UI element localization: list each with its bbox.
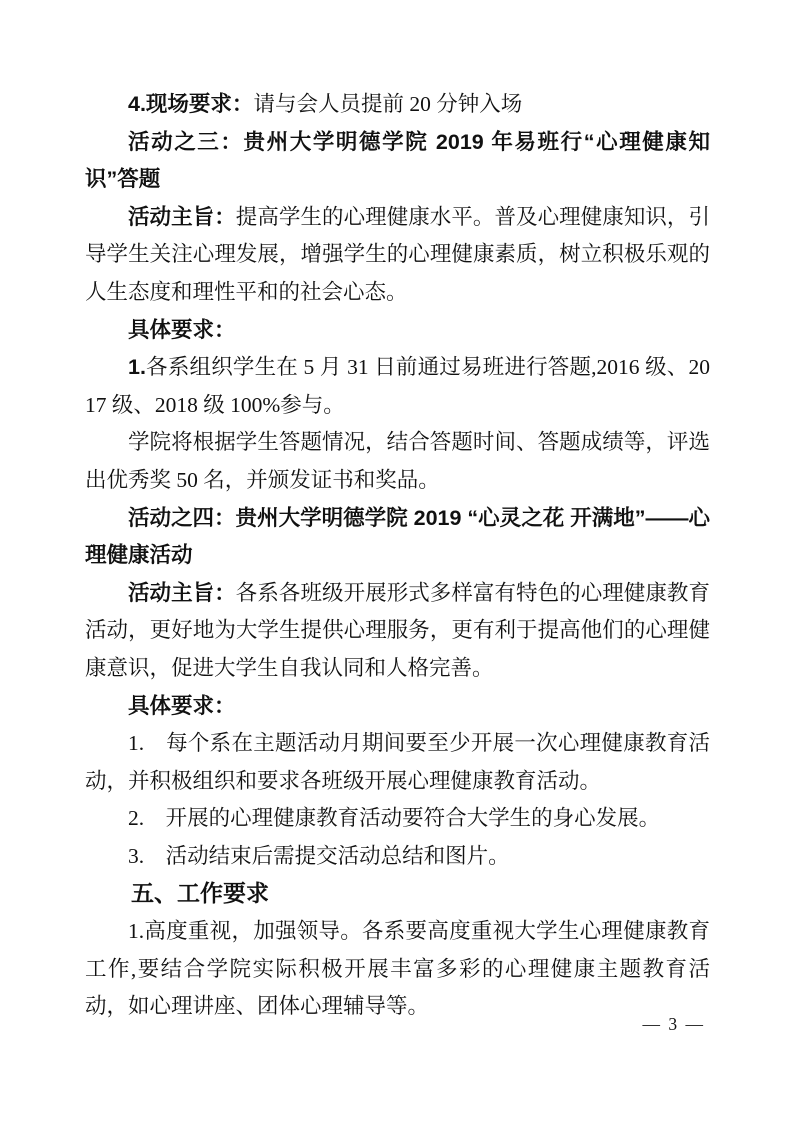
paragraph-specific-requirements-1 <box>85 312 710 350</box>
paragraph-text: 1.高度重视，加强领导。各系要高度重视大学生心理健康教育工作,要结合学院实际积极开展丰富多彩的心理健康主题教育活动，如心理讲座、团体心理辅导等。 <box>85 919 710 1019</box>
paragraph-label: 具体要求： <box>128 317 236 342</box>
paragraph-label: 活动主旨： <box>128 580 236 605</box>
paragraph-text: 提高学生的心理健康水平。普及心理健康知识，引导学生关注心理发展，增强学生的心理健康素质，树立积极乐观的人生态度和理性平和的社会心态。 <box>85 204 710 304</box>
paragraph-label: 具体要求： <box>128 693 236 718</box>
paragraph-text: 学院将根据学生答题情况，结合答题时间、答题成绩等，评选出优秀奖 50 名，并颁发证书和奖品。 <box>85 430 710 492</box>
paragraph-text: 各系组织学生在 5 月 31 日前通过易班进行答题,2016 级、2017 级、2018 级 100%参与。 <box>85 355 710 417</box>
heading-text: 五、工作要求 <box>131 880 269 907</box>
paragraph-text: 1. 每个系在主题活动月期间要至少开展一次心理健康教育活动，并积极组织和要求各班级开展心理健康教育活动。 <box>85 731 710 793</box>
paragraph-list-item-1 <box>85 725 710 800</box>
section-heading-work-requirements <box>85 875 710 913</box>
paragraph-list-item-2 <box>85 800 710 838</box>
paragraph-text: 3. 活动结束后需提交活动总结和图片。 <box>128 843 510 868</box>
activity-four-heading <box>85 500 710 575</box>
paragraph-text: 请与会人员提前 20 分钟入场 <box>253 92 523 116</box>
paragraph-label: 活动主旨： <box>128 204 236 229</box>
paragraph-venue-requirement <box>85 86 710 124</box>
paragraph-award-selection <box>85 424 710 499</box>
paragraph-text: 2. 开展的心理健康教育活动要符合大学生的身心发展。 <box>128 806 661 831</box>
paragraph-activity-four-purpose <box>85 575 710 688</box>
paragraph-activity-three-purpose <box>85 199 710 312</box>
heading-text: 活动之四：贵州大学明德学院 2019 “心灵之花 开满地”——心理健康活动 <box>85 505 710 568</box>
paragraph-work-requirement-1 <box>85 913 710 1026</box>
document-body <box>85 86 710 1026</box>
activity-three-heading <box>85 124 710 199</box>
paragraph-label: 4.现场要求： <box>128 92 254 116</box>
paragraph-requirement-item-1 <box>85 349 710 424</box>
heading-text: 活动之三：贵州大学明德学院 2019 年易班行“心理健康知识”答题 <box>85 129 710 192</box>
paragraph-specific-requirements-2 <box>85 688 710 726</box>
page-number: — 3 — <box>642 1014 705 1034</box>
paragraph-text: 各系各班级开展形式多样富有特色的心理健康教育活动，更好地为大学生提供心理服务，更有利于提高他们的心理健康意识，促进大学生自我认同和人格完善。 <box>85 580 710 680</box>
paragraph-label: 1. <box>128 355 146 380</box>
paragraph-list-item-3 <box>85 838 710 876</box>
